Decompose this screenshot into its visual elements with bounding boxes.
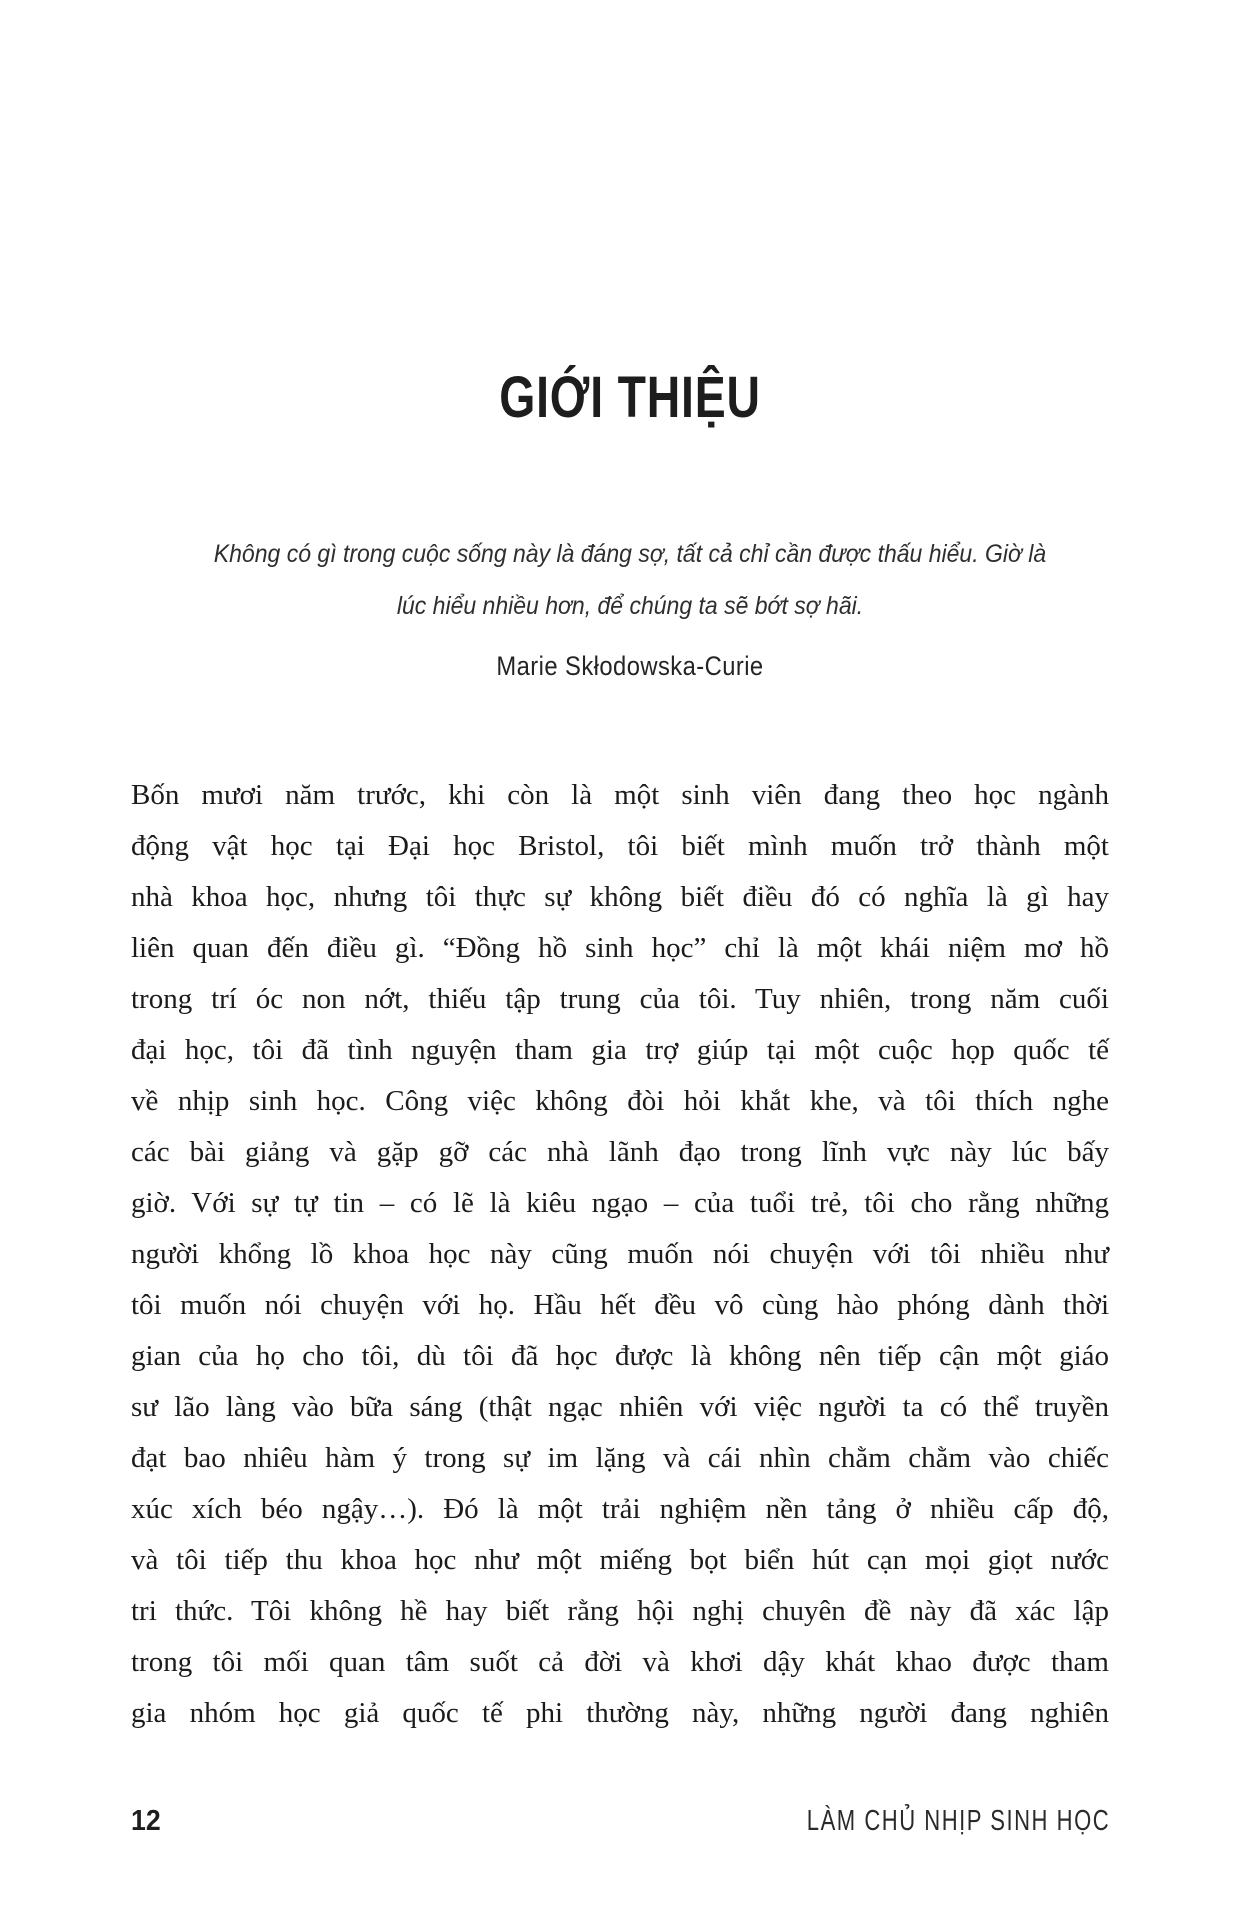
body-line: tôi muốn nói chuyện với họ. Hầu hết đều vô cùng hào phóng dành thời <box>131 1289 1109 1321</box>
body-line: các bài giảng và gặp gỡ các nhà lãnh đạo trong lĩnh vực này lúc bấy <box>131 1136 1109 1168</box>
body-line: người khổng lồ khoa học này cũng muốn nói chuyện với tôi nhiều như <box>131 1238 1109 1270</box>
footer-page-number: 12 <box>131 1805 161 1837</box>
epigraph <box>179 528 1081 632</box>
body-line: liên quan đến điều gì. “Đồng hồ sinh học” chỉ là một khái niệm mơ hồ <box>131 932 1109 964</box>
body-line: đạt bao nhiêu hàm ý trong sự im lặng và cái nhìn chằm chằm vào chiếc <box>131 1442 1109 1474</box>
body-line: và tôi tiếp thu khoa học như một miếng bọt biển hút cạn mọi giọt nước <box>131 1544 1109 1576</box>
body-line: xúc xích béo ngậy…). Đó là một trải nghiệm nền tảng ở nhiều cấp độ, <box>131 1493 1109 1525</box>
body-line: trong tôi mối quan tâm suốt cả đời và khơi dậy khát khao được tham <box>131 1646 1109 1678</box>
body-line: trong trí óc non nớt, thiếu tập trung của tôi. Tuy nhiên, trong năm cuối <box>131 983 1109 1015</box>
chapter-title: GIỚI THIỆU <box>499 365 761 430</box>
epigraph-line-1: Không có gì trong cuộc sống này là đáng sợ, tất cả chỉ cần được thấu hiểu. Giờ là <box>213 540 1047 568</box>
body-line: tri thức. Tôi không hề hay biết rằng hội nghị chuyên đề này đã xác lập <box>131 1595 1109 1627</box>
body-line: về nhịp sinh học. Công việc không đòi hỏi khắt khe, và tôi thích nghe <box>131 1085 1109 1117</box>
body-line: động vật học tại Đại học Bristol, tôi biết mình muốn trở thành một <box>131 830 1109 862</box>
epigraph-attribution: Marie Skłodowska-Curie <box>496 651 764 681</box>
body-line: giờ. Với sự tự tin – có lẽ là kiêu ngạo – của tuổi trẻ, tôi cho rằng những <box>131 1187 1109 1219</box>
body-line: sư lão làng vào bữa sáng (thật ngạc nhiên với việc người ta có thể truyền <box>131 1391 1109 1423</box>
body-line: gian của họ cho tôi, dù tôi đã học được là không nên tiếp cận một giáo <box>131 1340 1109 1372</box>
epigraph-line-2: lúc hiểu nhiều hơn, để chúng ta sẽ bớt sợ hãi. <box>396 592 864 620</box>
footer-running-title: LÀM CHỦ NHỊP SINH HỌC <box>806 1805 1110 1837</box>
body-line: đại học, tôi đã tình nguyện tham gia trợ giúp tại một cuộc họp quốc tế <box>131 1034 1109 1066</box>
body-paragraph <box>131 770 1109 1739</box>
body-line: Bốn mươi năm trước, khi còn là một sinh viên đang theo học ngành <box>131 779 1109 811</box>
body-line: nhà khoa học, nhưng tôi thực sự không biết điều đó có nghĩa là gì hay <box>131 881 1109 913</box>
body-line: gia nhóm học giả quốc tế phi thường này, những người đang nghiên <box>131 1697 1109 1729</box>
